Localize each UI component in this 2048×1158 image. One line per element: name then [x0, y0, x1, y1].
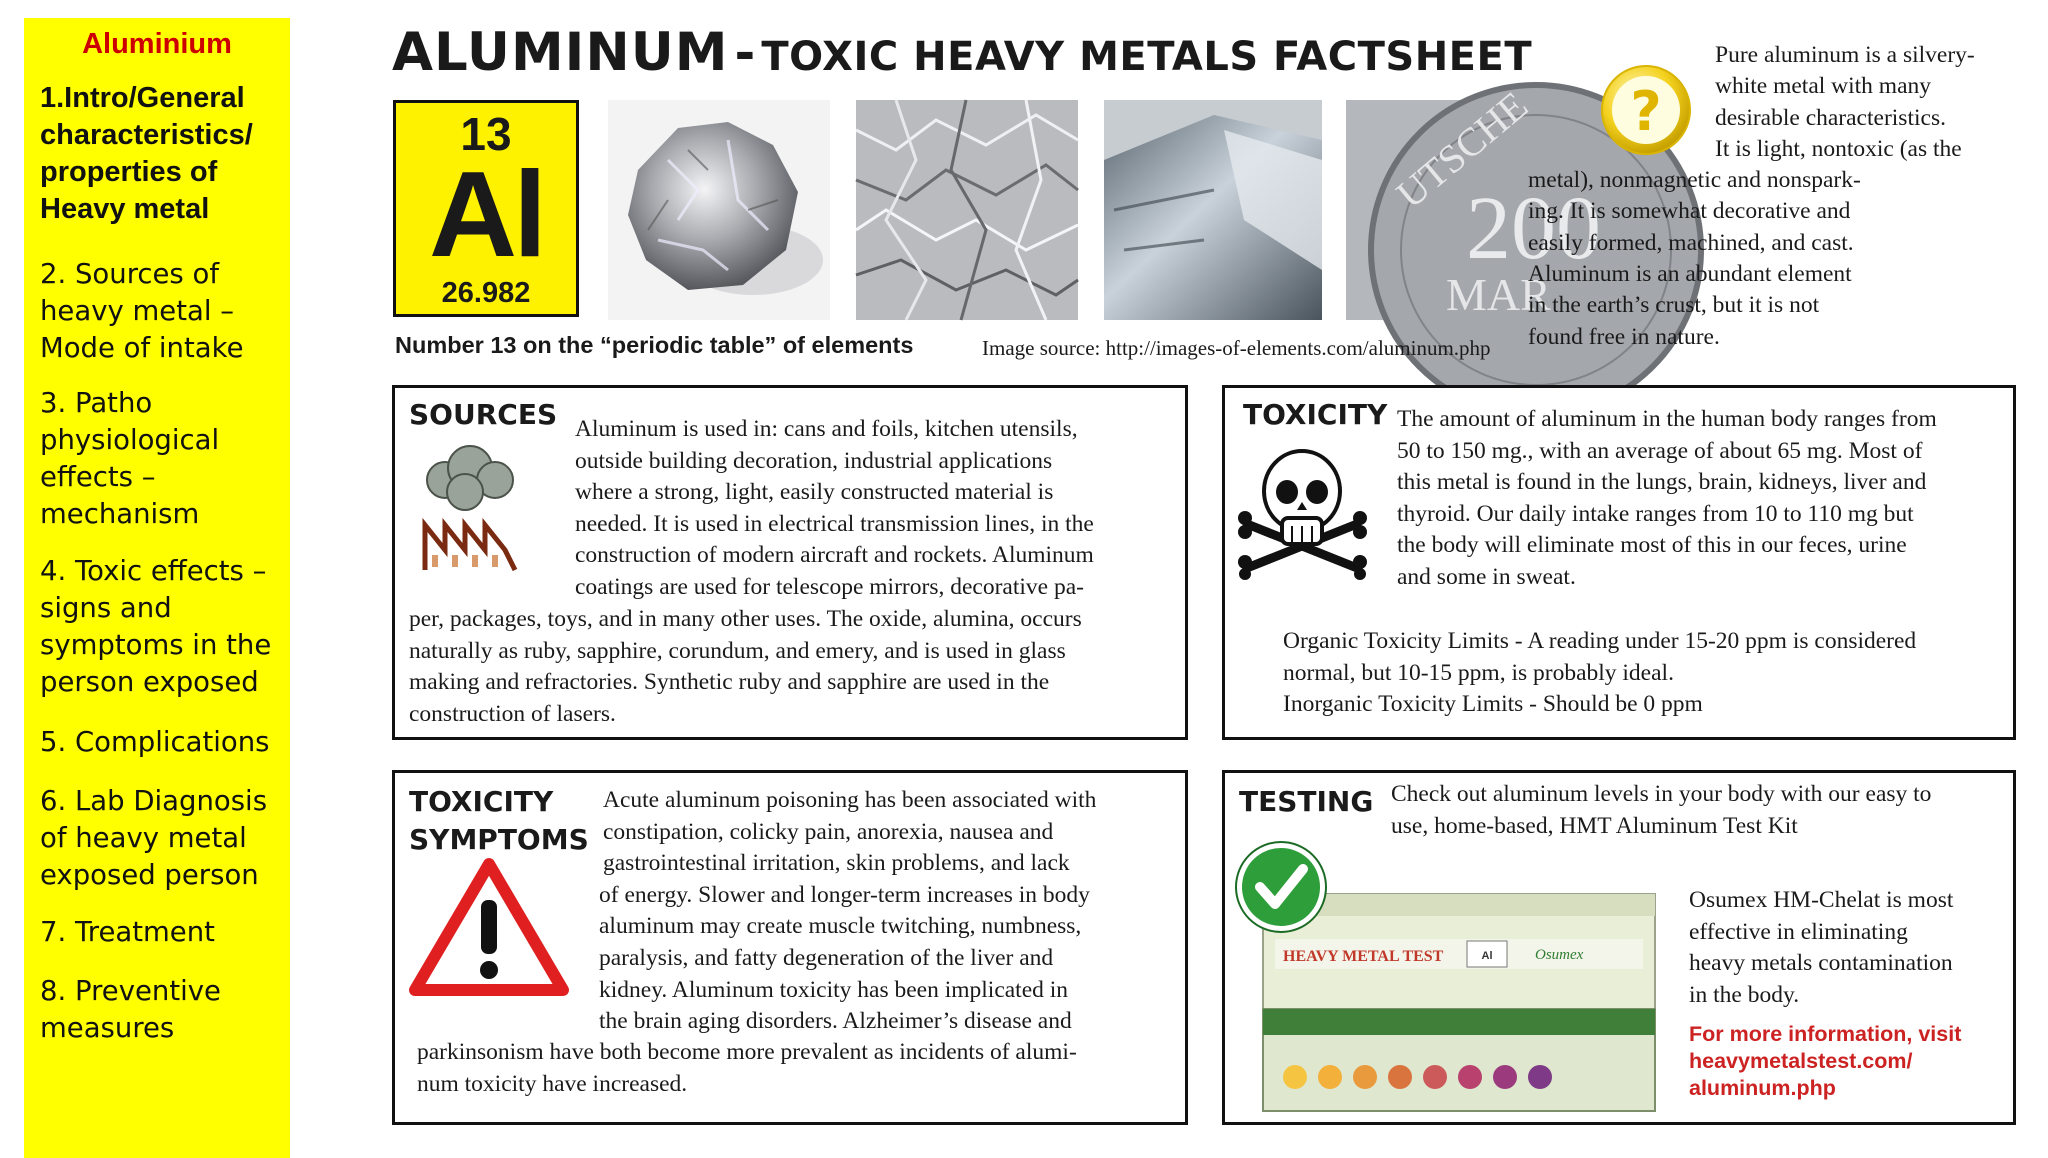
- sources-line: outside building decoration, industrial applications: [575, 447, 1053, 474]
- more-info-line: aluminum.php: [1689, 1076, 1836, 1100]
- toxicity-limit-line: Inorganic Toxicity Limits - Should be 0 ppm: [1283, 691, 1703, 718]
- kit-label: HEAVY METAL TEST: [1283, 948, 1444, 965]
- toxicity-line: thyroid. Our daily intake ranges from 10 to 110 mg but: [1397, 500, 1914, 527]
- intro-line: desirable characteristics.: [1715, 104, 1946, 131]
- symptoms-line: parkinsonism have both become more prevalent as incidents of alumi-: [417, 1039, 1077, 1065]
- element-symbol: Al: [429, 146, 543, 282]
- symptoms-body-top: [599, 785, 1097, 1038]
- sources-body-top: [575, 414, 1094, 604]
- coin-value: 200: [1466, 179, 1601, 278]
- sources-line: naturally as ruby, sapphire, corundum, and emery, and is used in glass: [409, 637, 1066, 664]
- symptoms-line: aluminum may create muscle twitching, numbness,: [599, 913, 1082, 940]
- testing-side-line: heavy metals contamination: [1689, 950, 1953, 977]
- atomic-number: 13: [460, 108, 512, 160]
- sidebar: [24, 18, 290, 1158]
- toxicity-body: [1397, 404, 1937, 594]
- sources-line: where a strong, light, easily constructed material is: [575, 479, 1054, 506]
- symptoms-title-line2: SYMPTOMS: [409, 823, 589, 856]
- more-info-line: heavymetalstest.com/: [1689, 1049, 1913, 1073]
- sidebar-item-intro[interactable]: 1.Intro/General characteristics/ properties of Heavy metal: [40, 82, 253, 225]
- toxicity-title: TOXICITY: [1243, 398, 1388, 431]
- intro-line: It is light, nontoxic (as the: [1715, 135, 1962, 162]
- testing-line: Check out aluminum levels in your body with our easy to: [1391, 781, 1932, 807]
- toxicity-limit-line: Organic Toxicity Limits - A reading under 15-20 ppm is considered: [1283, 628, 1917, 654]
- toxicity-line: and some in sweat.: [1397, 563, 1576, 590]
- symptoms-line: constipation, colicky pain, anorexia, nausea and: [603, 818, 1054, 845]
- symptoms-title-line1: TOXICITY: [409, 785, 554, 818]
- title-main: ALUMINUM: [392, 22, 729, 83]
- toxicity-line: The amount of aluminum in the human body ranges from: [1397, 406, 1937, 432]
- atomic-mass: 26.982: [441, 277, 531, 309]
- warning-icon: [409, 858, 569, 998]
- sidebar-title: Aluminium: [82, 28, 232, 60]
- sources-line: making and refractories. Synthetic ruby and sapphire are used in the: [409, 669, 1050, 696]
- periodic-element-tile: [393, 100, 579, 317]
- intro-line: ing. It is somewhat decorative and: [1528, 198, 1851, 225]
- toxicity-line: 50 to 150 mg., with an average of about 65 mg. Most of: [1397, 437, 1923, 464]
- more-info-link[interactable]: [1689, 1021, 1961, 1102]
- symptoms-line: Acute aluminum poisoning has been associated with: [603, 787, 1097, 813]
- symptoms-body-bottom: [417, 1037, 1077, 1100]
- sources-panel: [392, 385, 1188, 740]
- image-source-caption: Image source: http://images-of-elements.com/aluminum.php: [982, 336, 1491, 360]
- testing-side-text: [1689, 885, 1953, 1011]
- symptoms-panel: [392, 770, 1188, 1125]
- sidebar-item-toxic-effects[interactable]: 4. Toxic effects – signs and symptoms in the person exposed: [40, 555, 272, 698]
- symptoms-line: num toxicity have increased.: [417, 1070, 688, 1097]
- page-title: [392, 22, 1532, 83]
- sources-line: coatings are used for telescope mirrors, decorative pa-: [575, 573, 1084, 600]
- sources-line: construction of modern aircraft and rockets. Aluminum: [575, 542, 1094, 569]
- sources-line: construction of lasers.: [409, 700, 616, 727]
- more-info-line: For more information, visit: [1689, 1022, 1962, 1046]
- intro-line: in the earth’s crust, but it is not: [1528, 292, 1820, 319]
- title-subtitle: TOXIC HEAVY METALS FACTSHEET: [761, 34, 1533, 80]
- sidebar-item-lab-diagnosis[interactable]: 6. Lab Diagnosis of heavy metal exposed person: [40, 785, 268, 891]
- testing-side-line: effective in eliminating: [1689, 918, 1908, 945]
- testing-panel: [1222, 770, 2016, 1125]
- testing-line: use, home-based, HMT Aluminum Test Kit: [1391, 812, 1798, 839]
- svg-text:?: ?: [1630, 80, 1662, 143]
- intro-line: found free in nature.: [1528, 323, 1720, 350]
- sources-line: per, packages, toys, and in many other uses. The oxide, alumina, occurs: [409, 606, 1082, 632]
- test-kit-image: [1235, 829, 1665, 1119]
- intro-line: Pure aluminum is a silvery-: [1715, 42, 1975, 68]
- toxicity-line: this metal is found in the lungs, brain, kidneys, liver and: [1397, 469, 1927, 496]
- title-dash: -: [734, 24, 756, 82]
- sidebar-item-complications[interactable]: 5. Complications: [40, 726, 270, 758]
- kit-brand: Osumex: [1535, 947, 1584, 963]
- symptoms-line: kidney. Aluminum toxicity has been implicated in: [599, 976, 1069, 1003]
- sidebar-item-patho[interactable]: 3. Patho physiological effects – mechanism: [40, 387, 220, 530]
- coin-legend-bottom: MAR: [1446, 269, 1551, 320]
- sidebar-item-preventive[interactable]: 8. Preventive measures: [40, 975, 221, 1044]
- toxicity-limit-line: normal, but 10-15 ppm, is probably ideal.: [1283, 659, 1674, 686]
- symptoms-line: the brain aging disorders. Alzheimer’s disease and: [599, 1008, 1072, 1035]
- toxicity-line: the body will eliminate most of this in our feces, urine: [1397, 532, 1907, 559]
- factory-icon: [420, 440, 520, 575]
- sources-title: SOURCES: [409, 398, 558, 431]
- symptoms-line: of energy. Slower and longer-term increases in body: [599, 881, 1090, 908]
- aluminium-bar-photo: [1104, 100, 1322, 320]
- check-icon: [1236, 842, 1326, 932]
- sources-line: Aluminum is used in: cans and foils, kitchen utensils,: [575, 416, 1078, 442]
- testing-side-line: Osumex HM-Chelat is most: [1689, 887, 1954, 913]
- intro-line: white metal with many: [1715, 73, 1932, 100]
- periodic-caption: Number 13 on the “periodic table” of elements: [395, 332, 914, 358]
- sidebar-item-treatment[interactable]: 7. Treatment: [40, 916, 215, 948]
- intro-line: metal), nonmagnetic and nonspark-: [1528, 167, 1861, 194]
- symptoms-title: [409, 783, 589, 859]
- sources-line: needed. It is used in electrical transmission lines, in the: [575, 510, 1094, 537]
- skull-icon: [1235, 446, 1370, 576]
- symptoms-line: paralysis, and fatty degeneration of the liver and: [599, 944, 1054, 971]
- coin-legend-top: UTSCHE: [1387, 82, 1536, 217]
- intro-line: Aluminum is an abundant element: [1528, 261, 1852, 288]
- testing-title: TESTING: [1239, 785, 1374, 818]
- sidebar-item-sources[interactable]: 2. Sources of heavy metal – Mode of intake: [40, 258, 244, 364]
- toxicity-panel: [1222, 385, 2016, 740]
- aluminium-lump-photo: [608, 100, 830, 320]
- testing-side-line: in the body.: [1689, 981, 1800, 1008]
- intro-line: easily formed, machined, and cast.: [1528, 229, 1854, 256]
- toxicity-limits: [1283, 626, 1916, 721]
- symptoms-line: gastrointestinal irritation, skin problems, and lack: [603, 850, 1070, 877]
- sources-body-bottom: [409, 604, 1082, 730]
- aluminium-foil-photo: [856, 100, 1078, 320]
- kit-element: Al: [1481, 950, 1493, 962]
